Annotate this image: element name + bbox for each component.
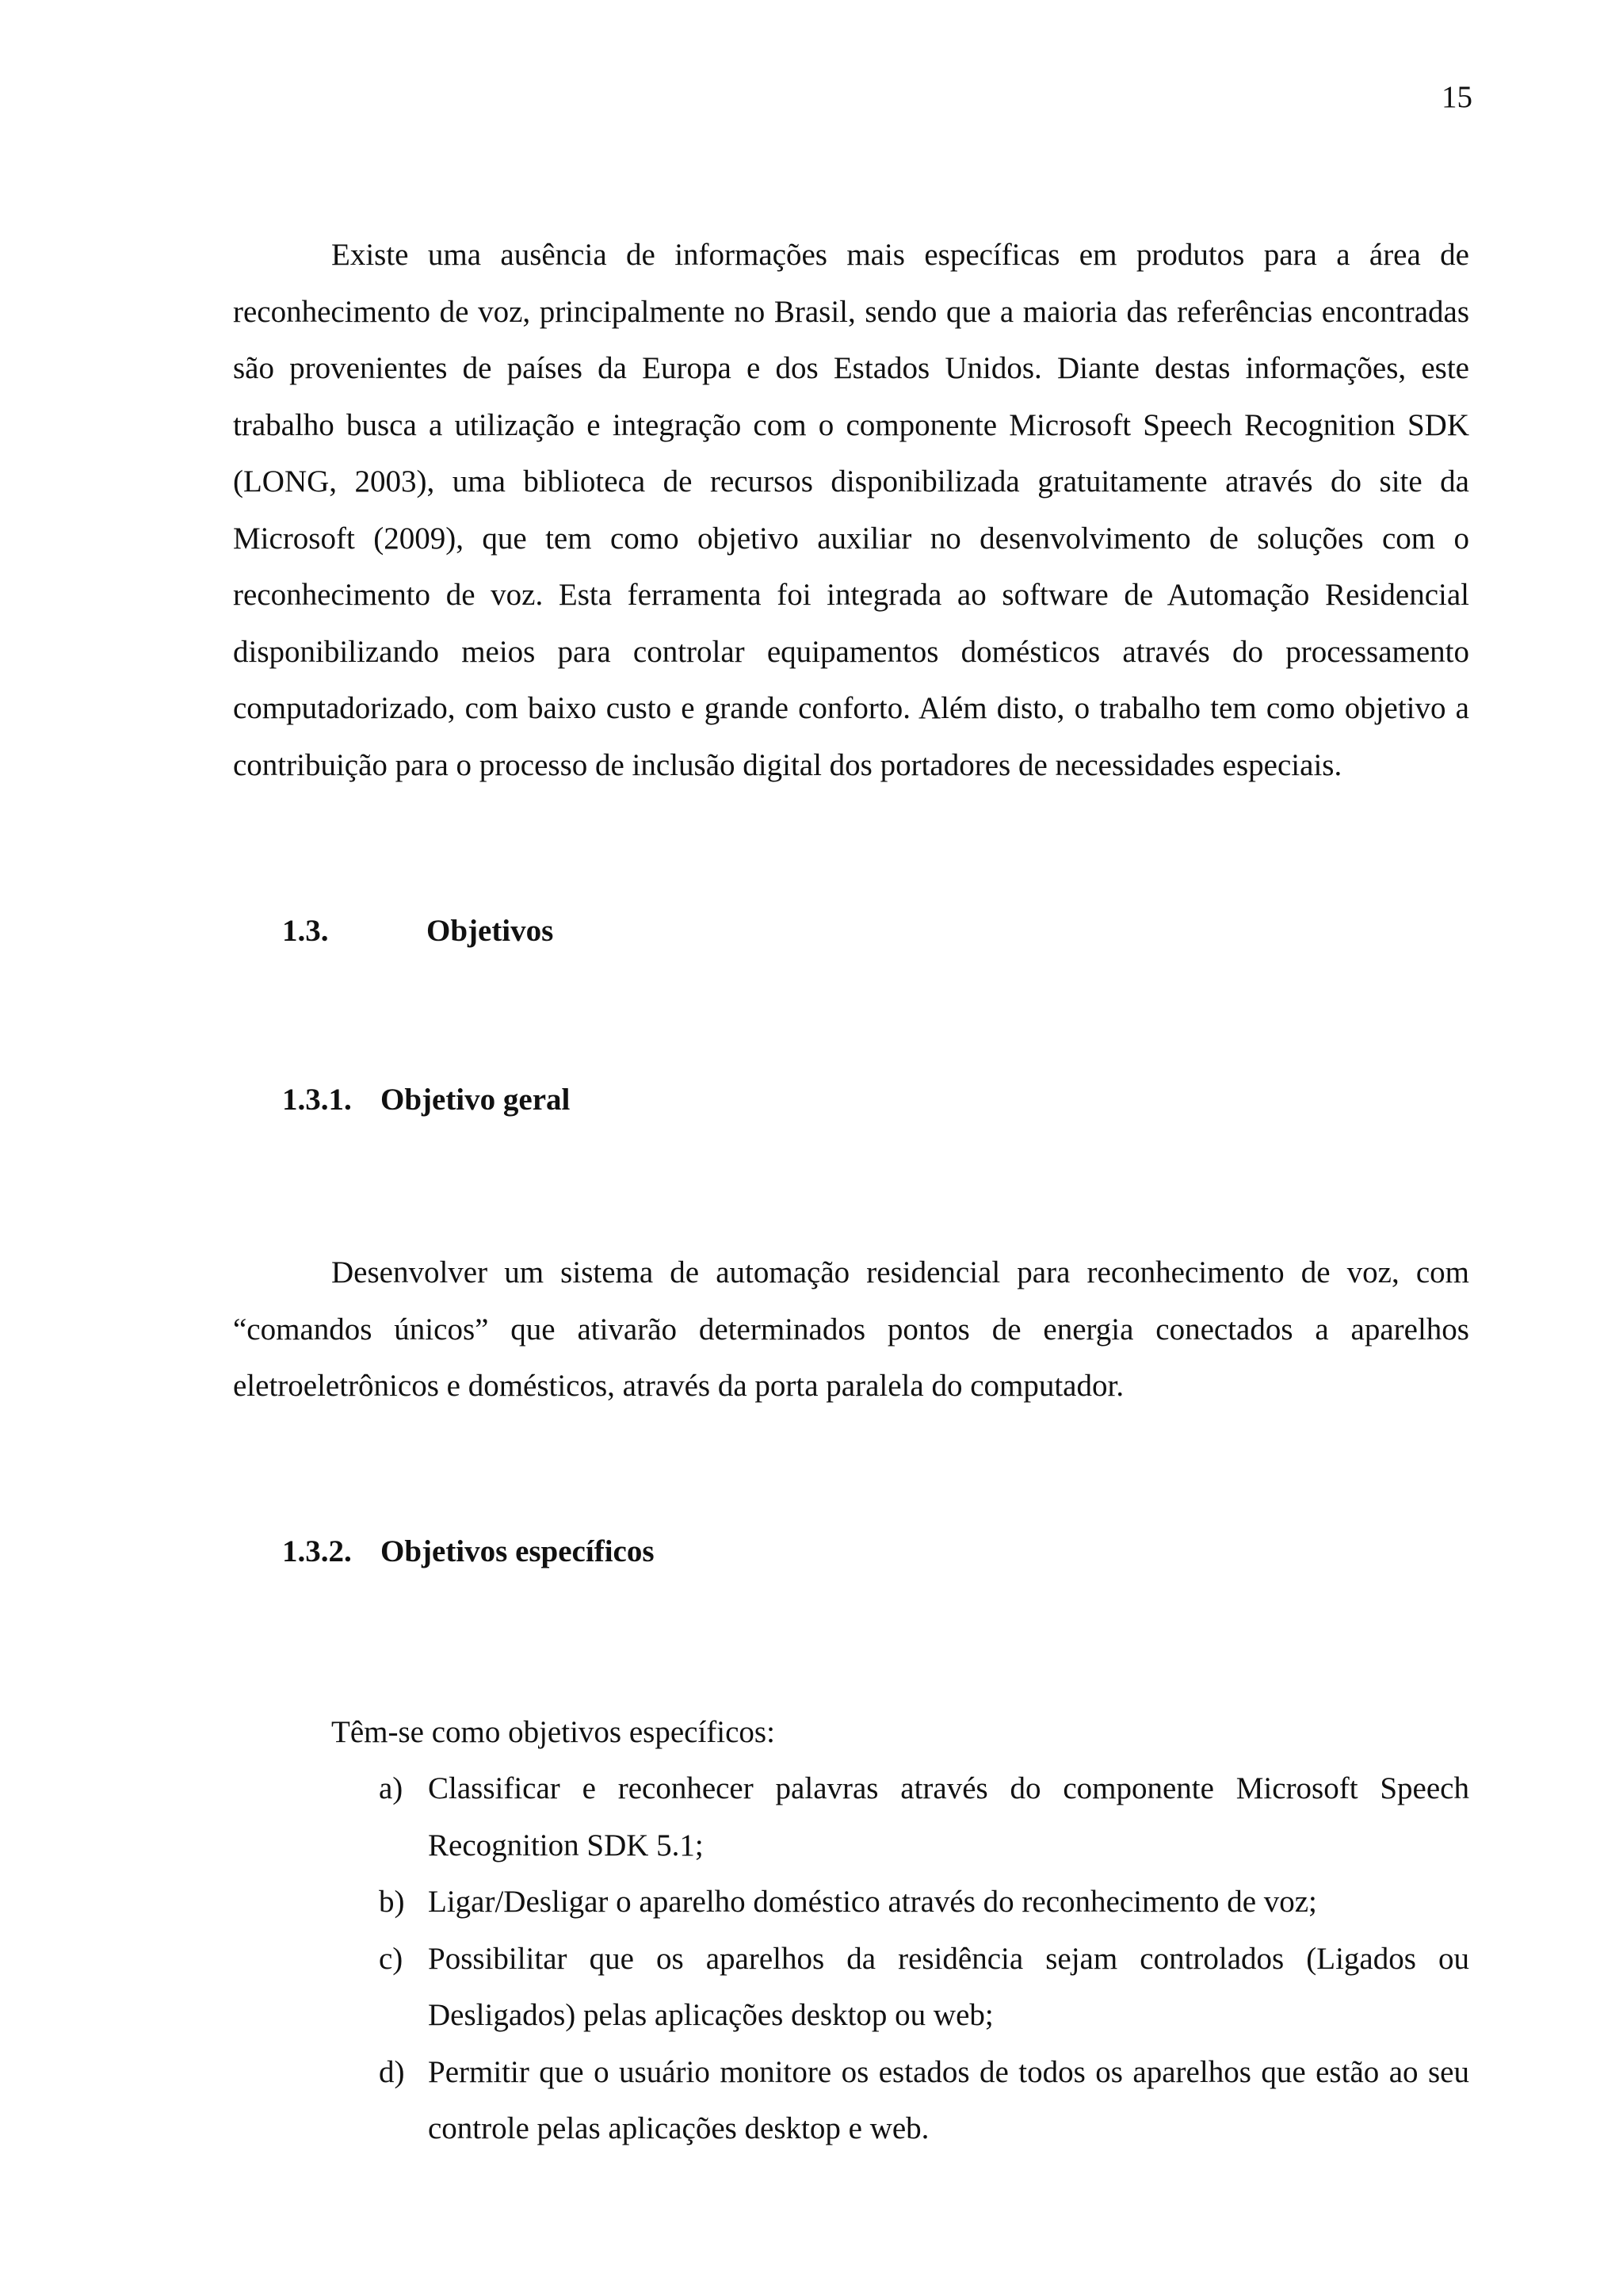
list-item-text: Ligar/Desligar o aparelho doméstico através do reconhecimento de voz; <box>428 1885 1317 1919</box>
list-marker: c) <box>379 1941 403 1976</box>
section-heading-objetivos-especificos <box>282 1534 655 1569</box>
list-item <box>379 2044 1469 2157</box>
section-number: 1.3.2. <box>282 1534 352 1568</box>
list-item-text: Permitir que o usuário monitore os estados de todos os aparelhos que estão ao seu controle pelas aplicações desktop e web. <box>428 2054 1469 2145</box>
list-item <box>379 1931 1469 2044</box>
specific-objectives-intro: Têm-se como objetivos específicos: <box>331 1715 775 1749</box>
general-objective-paragraph: Desenvolver um sistema de automação residencial para reconhecimento de voz, com “comandos únicos” que ativarão determinados pontos de energia conectados a aparelhos eletroeletrônicos e domésticos, através da porta paralela do computador. <box>233 1255 1469 1403</box>
list-item-text: Possibilitar que os aparelhos da residência sejam controlados (Ligados ou Desligados) pelas aplicações desktop ou web; <box>428 1941 1469 2032</box>
list-item-text: Classificar e reconhecer palavras através do componente Microsoft Speech Recognition SDK 5.1; <box>428 1771 1469 1862</box>
list-marker: a) <box>379 1771 403 1805</box>
section-heading-objetivo-geral <box>282 1082 570 1117</box>
section-title: Objetivos específicos <box>380 1534 655 1568</box>
list-marker: d) <box>379 2054 405 2089</box>
list-item <box>379 1760 1469 1874</box>
section-number: 1.3.1. <box>282 1083 352 1117</box>
section-heading-objetivos <box>282 913 553 949</box>
specific-objectives-list <box>379 1760 1469 2157</box>
list-item <box>379 1874 1469 1931</box>
intro-paragraph: Existe uma ausência de informações mais específicas em produtos para a área de reconhecimento de voz, principalmente no Brasil, sendo que a maioria das referências encontradas são provenientes de países da Europa e dos Estados Unidos. Diante destas informações, este trabalho busca a utilização e integração com o componente Microsoft Speech Recognition SDK (LONG, 2003), uma biblioteca de recursos disponibilizada gratuitamente através do site da Microsoft (2009), que tem como objetivo auxiliar no desenvolvimento de soluções com o reconhecimento de voz. Esta ferramenta foi integrada ao software de Automação Residencial disponibilizando meios para controlar equipamentos domésticos através do processamento computadorizado, com baixo custo e grande conforto. Além disto, o trabalho tem como objetivo a contribuição para o processo de inclusão digital dos portadores de necessidades especiais. <box>233 238 1469 782</box>
list-marker: b) <box>379 1885 405 1919</box>
section-title: Objetivo geral <box>380 1083 571 1117</box>
page-number: 15 <box>1442 80 1472 114</box>
section-number: 1.3. <box>282 914 329 948</box>
section-title: Objetivos <box>426 914 554 948</box>
